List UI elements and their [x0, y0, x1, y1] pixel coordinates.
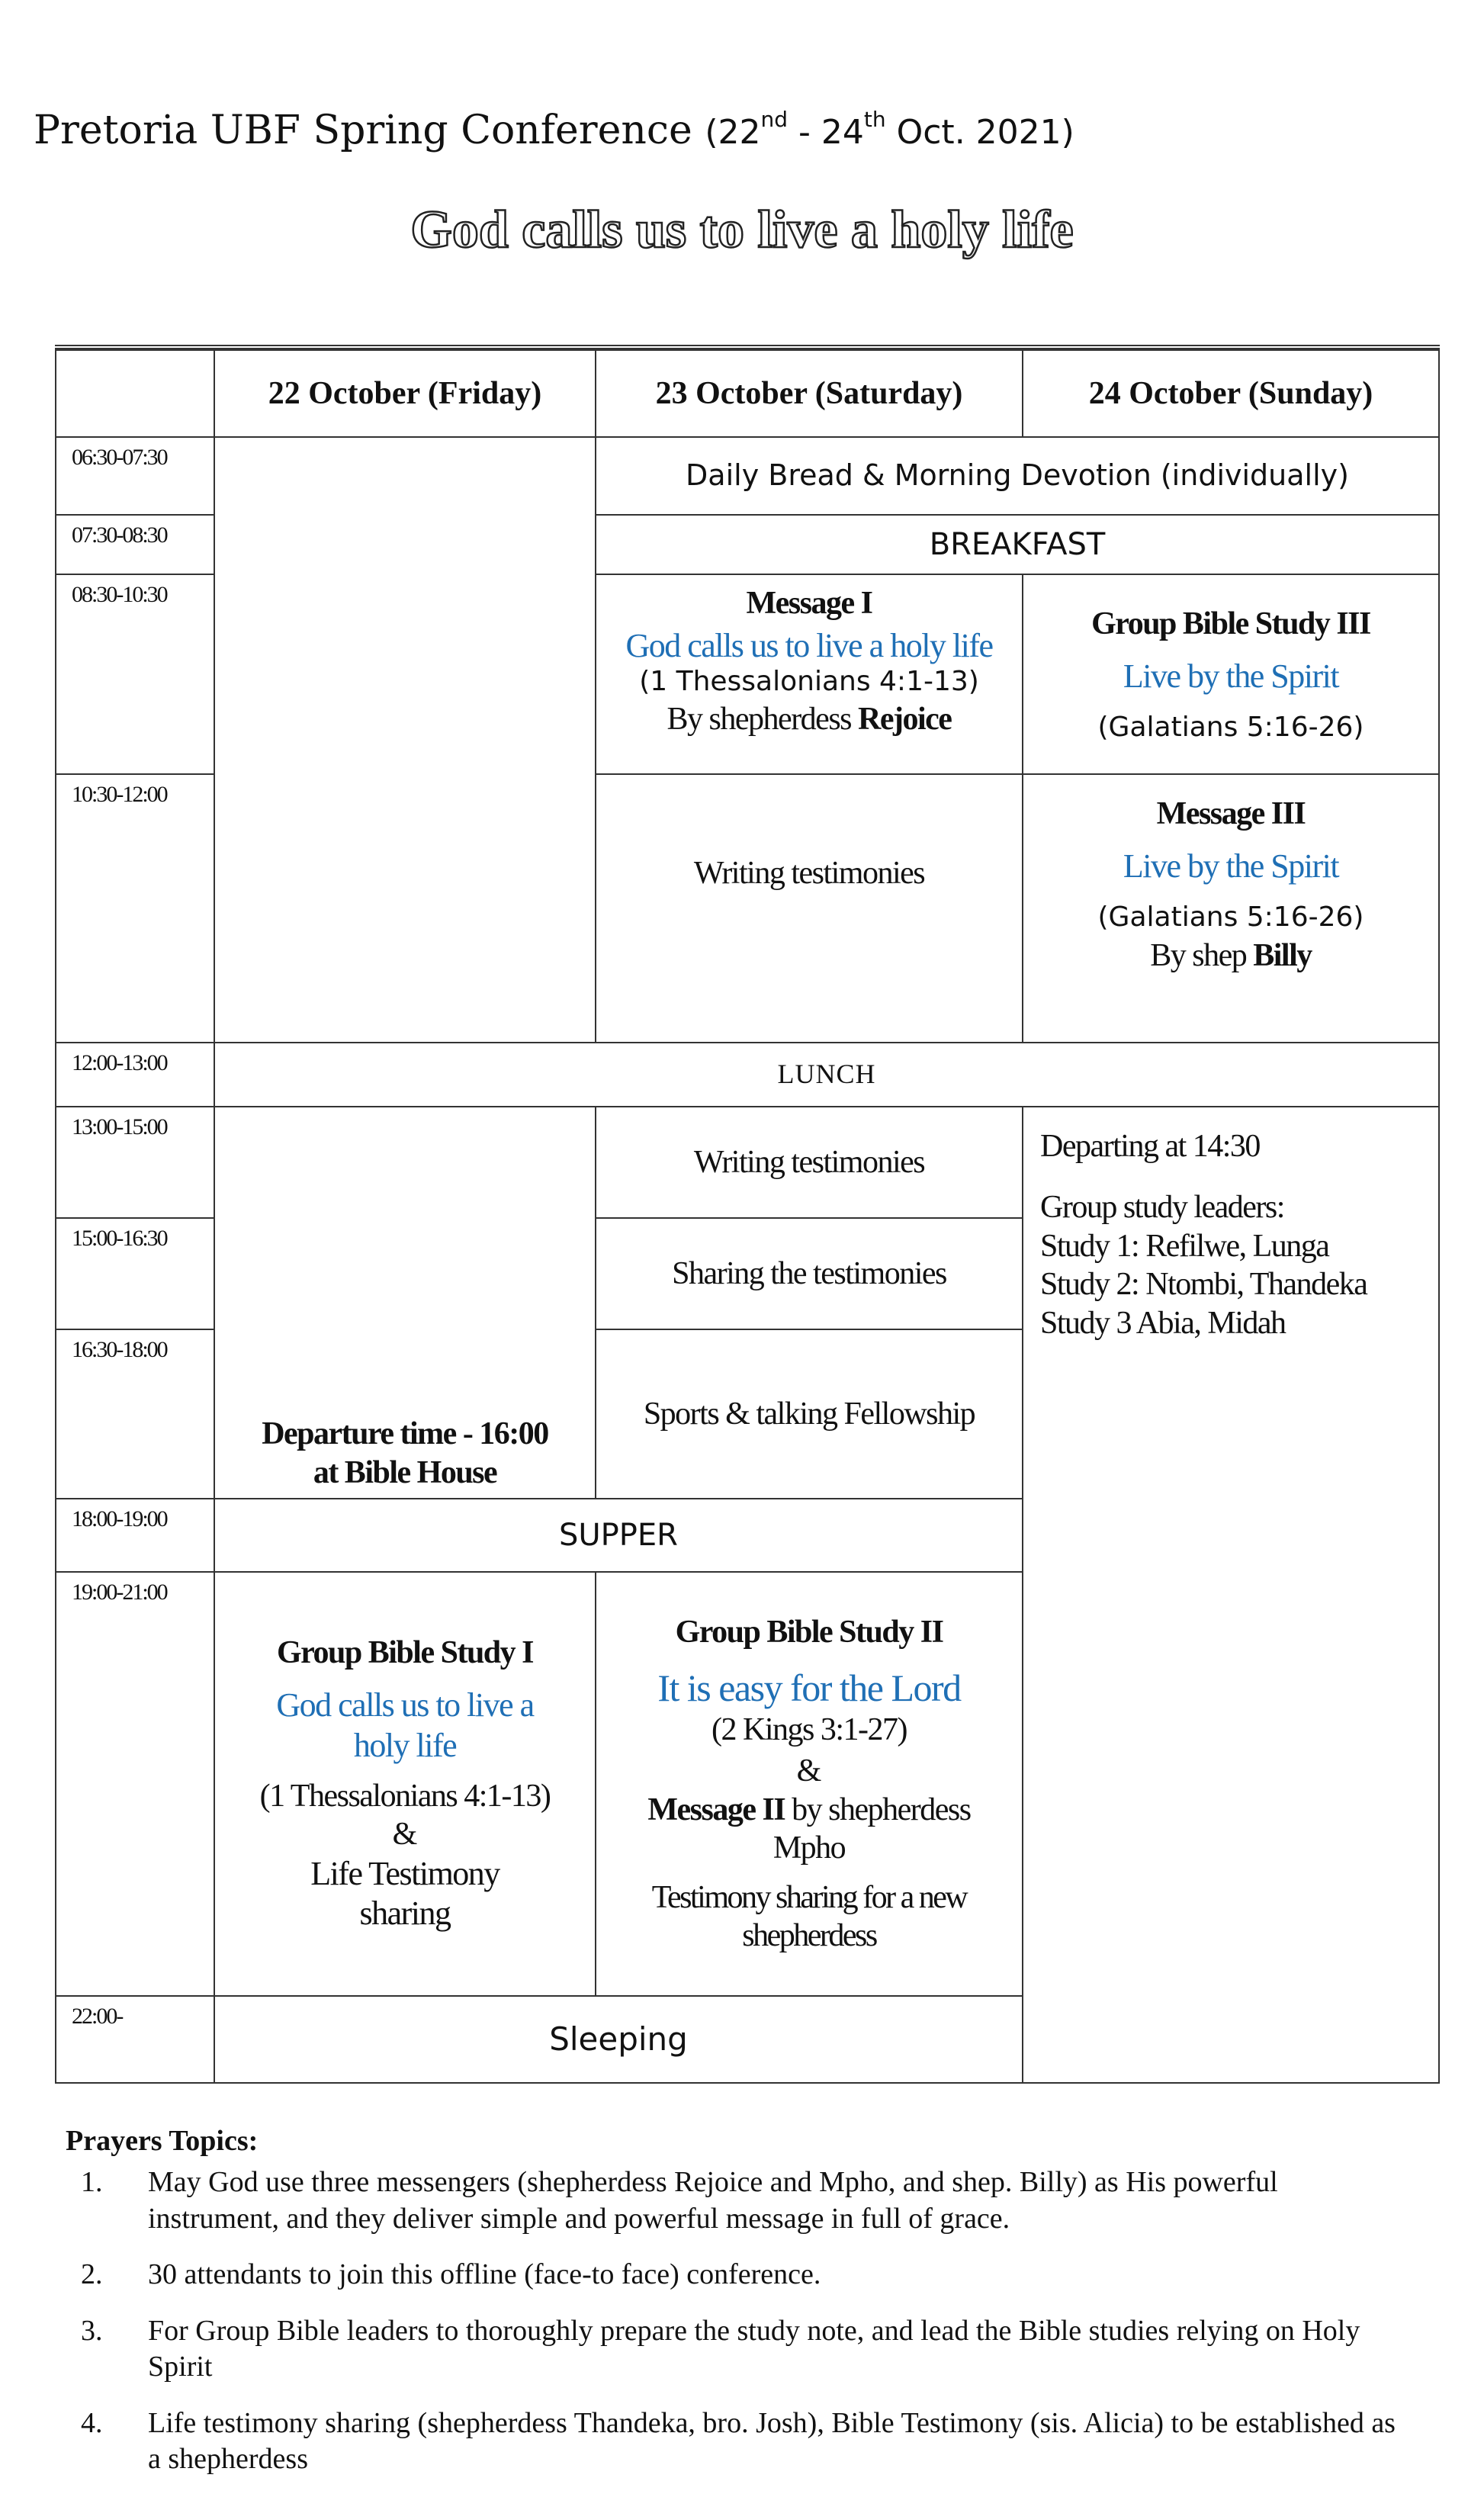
gbs2-topic: It is easy for the Lord [657, 1666, 961, 1710]
lunch: LUNCH [214, 1042, 1440, 1107]
sleeping: Sleeping [214, 1995, 1023, 2084]
conference-title [34, 107, 1074, 153]
time-slot-1630: 16:30-18:00 [55, 1329, 215, 1499]
breakfast: BREAKFAST [595, 514, 1440, 575]
dates-mid: - 24 [788, 113, 864, 152]
corner-cell [55, 349, 215, 438]
conference-theme: God calls us to live a holy life [410, 201, 1074, 259]
message-3-topic: Live by the Spirit [1123, 847, 1339, 885]
message-3-by: By shep [1150, 938, 1254, 974]
gbs2-title: Group Bible Study II [675, 1614, 943, 1650]
time-slot-0630: 06:30-07:30 [55, 436, 215, 516]
gbs3-ref: (Galatians 5:16-26) [1097, 712, 1364, 743]
group-bible-study-3 [1022, 574, 1440, 775]
writing-testimonies-afternoon: Writing testimonies [595, 1106, 1023, 1219]
conference-name: Pretoria UBF Spring Conference [34, 108, 692, 153]
message-1-topic: God calls us to live a holy life [625, 627, 993, 665]
message-1-title: Message I [746, 586, 872, 621]
time-slot-0730: 07:30-08:30 [55, 514, 215, 575]
message-3-ref: (Galatians 5:16-26) [1097, 901, 1364, 934]
day-header-friday: 22 October (Friday) [214, 349, 596, 438]
dates-close: Oct. 2021) [885, 113, 1074, 152]
prayer-text: May God use three messengers (shepherdess Rejoice and Mpho, and shep. Billy) as His powerful instrument, and they deliver simple and powerful message in full of grace. [148, 2166, 1278, 2235]
departure-line-2: at Bible House [313, 1454, 497, 1490]
gbs2-ref: (2 Kings 3:1-27) [711, 1712, 907, 1748]
message-1-body [615, 627, 1004, 697]
prayers-list [66, 2165, 1408, 2498]
gbs2-message-by: by shepherdess [785, 1792, 971, 1827]
morning-devotion: Daily Bread & Morning Devotion (individually) [595, 436, 1440, 516]
time-slot-1030: 10:30-12:00 [55, 773, 215, 1043]
gbs2-testimony-line-1: Testimony sharing for a new [651, 1879, 967, 1915]
friday-afternoon [214, 1106, 596, 1499]
gbs1-amp: & [392, 1817, 418, 1853]
friday-morning-empty [214, 436, 596, 1043]
time-slot-1900: 19:00-21:00 [55, 1571, 215, 1997]
prayer-text: 30 attendants to join this offline (face-to face) conference. [148, 2258, 821, 2290]
schedule-table [55, 345, 1440, 2068]
study-1-leaders: Study 1: Refilwe, Lunga [1040, 1228, 1329, 1264]
prayer-number: 4. [81, 2406, 103, 2439]
group-bible-study-2 [595, 1571, 1023, 1997]
gbs1-topic-line-1: God calls us to live a [276, 1686, 534, 1724]
time-slot-1800: 18:00-19:00 [55, 1498, 215, 1573]
gbs1-life-line-2: sharing [359, 1895, 451, 1933]
message-1 [595, 574, 1023, 775]
prayer-item [66, 2406, 1408, 2478]
gbs3-topic: Live by the Spirit [1123, 657, 1339, 696]
time-slot-1300: 13:00-15:00 [55, 1106, 215, 1219]
message-1-ref: (1 Thessalonians 4:1-13) [639, 665, 979, 697]
message-3-speaker: Billy [1253, 938, 1312, 974]
gbs1-title: Group Bible Study I [276, 1634, 534, 1670]
message-1-byline [667, 700, 952, 738]
dates-sup-nd: nd [760, 107, 789, 132]
gbs1-topic-line-2: holy life [353, 1727, 457, 1764]
writing-testimonies-morning: Writing testimonies [595, 773, 1023, 1043]
prayer-text: For Group Bible leaders to thoroughly prepare the study note, and lead the Bible studies relying on Holy Spirit [148, 2314, 1360, 2383]
time-slot-2200: 22:00- [55, 1995, 215, 2084]
time-slot-1200: 12:00-13:00 [55, 1042, 215, 1107]
gbs1-ref: (1 Thessalonians 4:1-13) [259, 1778, 551, 1814]
gbs1-life-line-1: Life Testimony [310, 1854, 499, 1892]
conference-dates [705, 107, 1074, 152]
prayer-number: 2. [81, 2258, 103, 2290]
prayer-item [66, 2257, 1408, 2293]
sunday-afternoon-info [1022, 1106, 1440, 2084]
time-slot-1500: 15:00-16:30 [55, 1217, 215, 1330]
supper: SUPPER [214, 1498, 1023, 1573]
departure-line-1: Departure time - 16:00 [262, 1416, 548, 1452]
prayer-text: Life testimony sharing (shepherdess Thandeka, bro. Josh), Bible Testimony (sis. Alicia) to be established as a shepherdess [148, 2406, 1396, 2475]
day-header-sunday: 24 October (Sunday) [1022, 349, 1440, 438]
study-2-leaders: Study 2: Ntombi, Thandeka [1040, 1267, 1367, 1303]
message-1-speaker: Rejoice [858, 702, 952, 738]
study-3-leaders: Study 3 Abia, Midah [1040, 1305, 1286, 1341]
message-3-title: Message III [1156, 796, 1306, 831]
prayer-item [66, 2313, 1408, 2386]
gbs2-message-label: Message II [647, 1792, 785, 1827]
message-3-byline [1150, 937, 1312, 975]
dates-open: (22 [705, 113, 761, 152]
group-leaders-title: Group study leaders: [1040, 1190, 1284, 1226]
gbs2-message-line [647, 1791, 970, 1829]
prayers-heading: Prayers Topics: [66, 2125, 259, 2157]
sports-fellowship: Sports & talking Fellowship [595, 1329, 1023, 1499]
message-1-by: By shepherdess [667, 702, 859, 738]
time-slot-0830: 08:30-10:30 [55, 574, 215, 775]
day-header-saturday: 23 October (Saturday) [595, 349, 1023, 438]
group-bible-study-1 [214, 1571, 596, 1997]
prayer-item [66, 2165, 1408, 2237]
message-3 [1022, 773, 1440, 1043]
gbs2-testimony-line-2: shepherdess [742, 1917, 876, 1953]
dates-sup-th: th [863, 107, 886, 132]
sharing-testimonies: Sharing the testimonies [595, 1217, 1023, 1330]
gbs2-amp: & [796, 1753, 822, 1789]
prayer-number: 1. [81, 2166, 103, 2198]
gbs2-speaker: Mpho [773, 1830, 846, 1866]
departing-time: Departing at 14:30 [1040, 1129, 1260, 1164]
prayer-number: 3. [81, 2314, 103, 2347]
gbs3-title: Group Bible Study III [1091, 606, 1370, 641]
